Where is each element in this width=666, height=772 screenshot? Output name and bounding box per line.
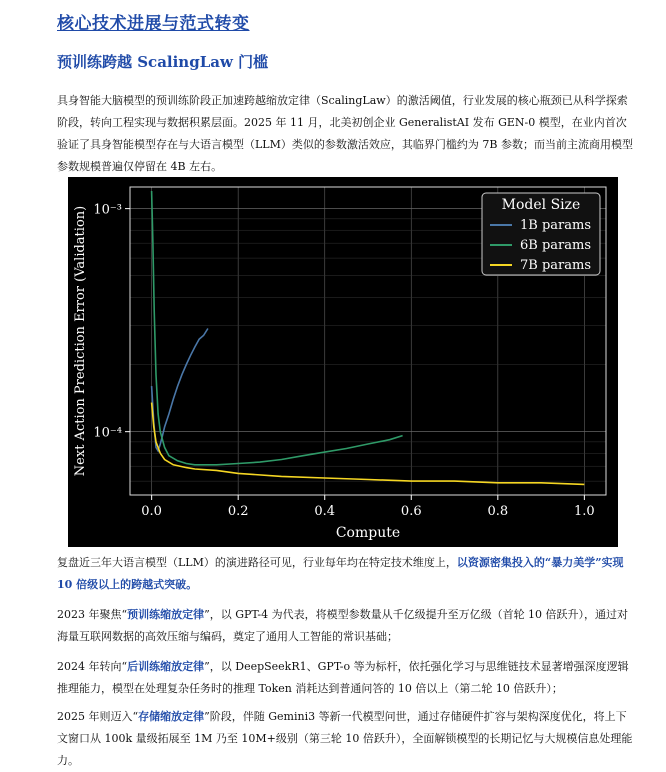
chart-svg <box>68 177 618 547</box>
p2023-highlight: 预训练缩放定律 <box>127 608 205 621</box>
x-tick-label: 1.0 <box>574 504 595 519</box>
page-heading: 核心技术进展与范式转变 <box>57 14 250 34</box>
x-tick-label: 0.6 <box>400 504 422 519</box>
series-line-1 <box>152 191 403 465</box>
p2025-prefix: 2025 年则迈入“ <box>57 710 139 723</box>
llm-review-highlight: 以资源密集投入的“暴力美学”实现 10 倍级以上的跨越式突破。 <box>57 556 624 591</box>
llm-review-text: 复盘近三年大语言模型（LLM）的演进路径可见，行业每年均在特定技术维度上， <box>57 556 457 569</box>
p2023-prefix: 2023 年聚焦“ <box>57 608 128 621</box>
scaling-law-chart <box>68 177 618 547</box>
legend-entry-0: 1B params <box>520 218 591 233</box>
x-tick-label: 0.2 <box>227 504 249 519</box>
p2024-prefix: 2024 年转向“ <box>57 660 128 673</box>
legend-title: Model Size <box>501 197 581 213</box>
legend-entry-1: 6B params <box>520 238 591 253</box>
paragraph-llm-review <box>57 552 637 596</box>
paragraph-2023 <box>57 604 637 648</box>
paragraph-2025 <box>57 706 637 772</box>
p2024-highlight: 后训练缩放定律 <box>127 660 205 673</box>
paragraph-2024 <box>57 656 637 700</box>
intro-paragraph: 具身智能大脑模型的预训练阶段正加速跨越缩放定律（ScalingLaw）的激活阈值，行业发展的核心瓶颈已从科学探索阶段，转向工程实现与数据积累层面。2025 年 11 月，北美初创企业 GeneralistAI 发布 GEN-0 模型，在业内首次验证了具身智能模型存在与大语言模型（LLM）类似的参数激活效应，其临界门槛约为 7B 参数；而当前主流商用模型参数规模普遍仅停留在 4B 左右。 <box>57 94 633 173</box>
p2023-suffix: ”，以 GPT-4 为代表，将模型参数量从千亿级提升至万亿级（首轮 10 倍跃升），通过对海量互联网数据的高效压缩与编码，奠定了通用人工智能的常识基础； <box>57 608 629 643</box>
x-tick-label: 0.8 <box>487 504 509 519</box>
p2024-suffix: ”，以 DeepSeekR1、GPT-o 等为标杆，依托强化学习与思维链技术显著增强深度逻辑推理能力，模型在处理复杂任务时的推理 Token 消耗达到普通问答的 10 倍以上（第二轮 10 倍跃升）； <box>57 660 629 695</box>
p2025-suffix: ”阶段，伴随 Gemini3 等新一代模型问世，通过存储硬件扩容与架构深度优化，将上下文窗口从 100k 量级拓展至 1M 乃至 10M+级别（第三轮 10 倍跃升），全面解锁模型的长期记忆与大规模信息处理能力。 <box>57 710 633 767</box>
x-tick-label: 0.4 <box>314 504 336 519</box>
legend-entry-2: 7B params <box>520 258 591 273</box>
x-axis-label: Compute <box>335 525 401 541</box>
y-tick-label: 10⁻⁴ <box>93 425 122 441</box>
x-tick-label: 0.0 <box>141 504 162 519</box>
y-axis-label: Next Action Prediction Error (Validation) <box>73 205 88 477</box>
p2025-highlight: 存储缩放定律 <box>138 710 205 723</box>
y-tick-label: 10⁻³ <box>93 202 122 218</box>
section-heading: 预训练跨越 ScalingLaw 门槛 <box>57 53 269 71</box>
